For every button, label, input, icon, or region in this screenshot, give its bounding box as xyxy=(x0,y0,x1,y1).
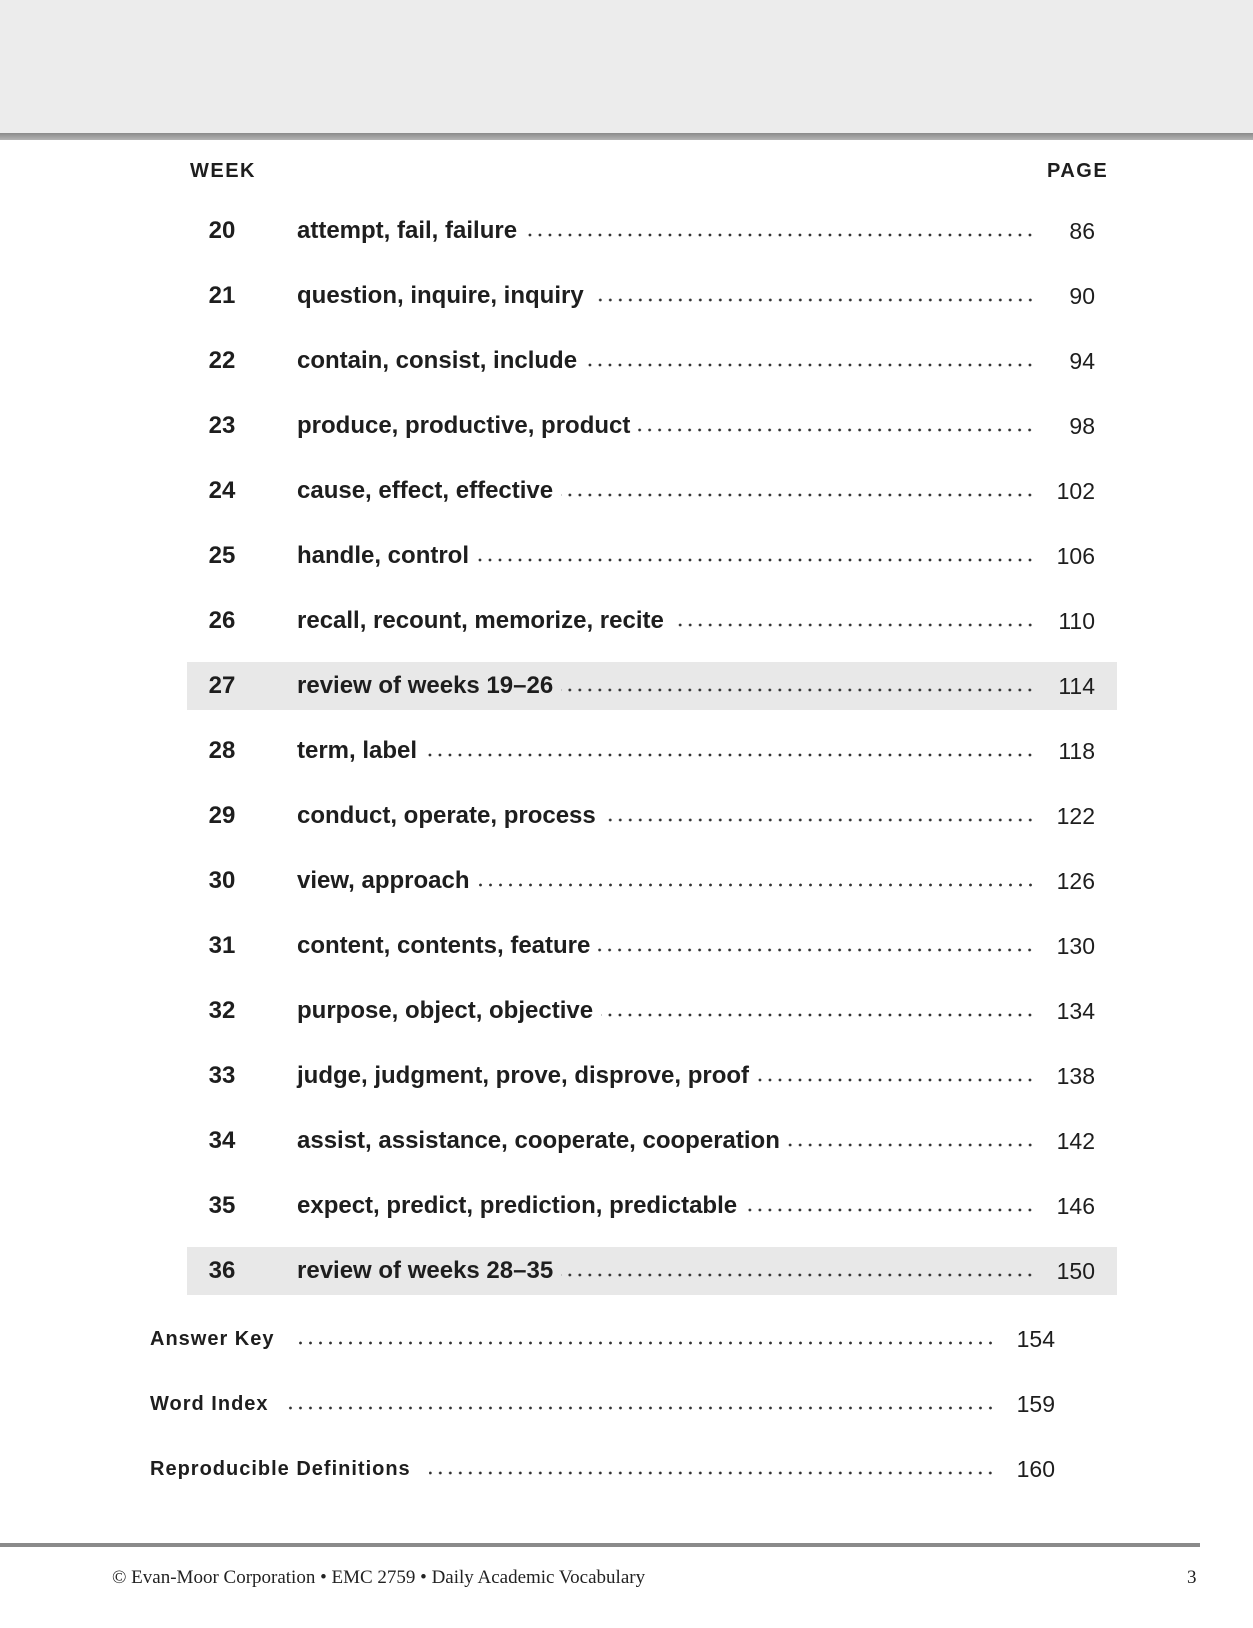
entry-page-number: 102 xyxy=(1056,477,1095,504)
toc-row xyxy=(187,597,1117,645)
back-matter-label: Answer Key xyxy=(150,1327,275,1350)
entry-title: recall, recount, memorize, recite xyxy=(297,607,664,634)
week-number: 28 xyxy=(208,737,236,764)
entry-page-number: 138 xyxy=(1056,1062,1095,1089)
week-number: 26 xyxy=(208,607,236,634)
week-number: 20 xyxy=(208,217,236,244)
toc-entry-body xyxy=(297,792,1117,840)
entry-page-number: 94 xyxy=(1069,347,1095,374)
dot-leader xyxy=(757,1077,1035,1083)
entry-page-number: 118 xyxy=(1058,737,1095,764)
toc-entry-body xyxy=(297,532,1117,580)
week-number: 34 xyxy=(208,1127,236,1154)
entry-page-number: 142 xyxy=(1056,1127,1095,1154)
week-number: 31 xyxy=(208,932,236,959)
toc-entry-body xyxy=(297,402,1117,450)
week-column-header: WEEK xyxy=(190,160,256,182)
back-matter-label: Word Index xyxy=(150,1392,269,1415)
entry-page-number: 126 xyxy=(1056,867,1095,894)
entry-title: conduct, operate, process xyxy=(297,802,596,829)
toc-row xyxy=(187,792,1117,840)
toc-row xyxy=(187,532,1117,580)
dot-leader xyxy=(638,427,1035,433)
toc-entry-body xyxy=(297,662,1117,710)
toc-entry-body xyxy=(297,467,1117,515)
entry-title: purpose, object, objective xyxy=(297,997,594,1024)
toc-row xyxy=(187,1117,1117,1165)
toc-row xyxy=(187,857,1117,905)
toc-row xyxy=(187,337,1117,385)
entry-page-number: 150 xyxy=(1056,1257,1095,1284)
toc-review-row xyxy=(187,1247,1117,1295)
dot-leader xyxy=(604,817,1035,823)
back-matter-row xyxy=(150,1316,1095,1362)
back-matter-label: Reproducible Definitions xyxy=(150,1457,411,1480)
back-matter-page-number: 154 xyxy=(1016,1325,1055,1352)
entry-title: cause, effect, effective xyxy=(297,477,554,504)
entry-title: attempt, fail, failure xyxy=(297,217,518,244)
week-number: 25 xyxy=(208,542,236,569)
entry-title: contain, consist, include xyxy=(297,347,578,374)
toc-entry-body xyxy=(297,922,1117,970)
entry-title: judge, judgment, prove, disprove, proof xyxy=(297,1062,750,1089)
toc-row xyxy=(187,1182,1117,1230)
footer-rule xyxy=(0,1543,1200,1547)
entry-page-number: 86 xyxy=(1069,217,1095,244)
entry-title: review of weeks 19–26 xyxy=(297,672,554,699)
dot-leader xyxy=(561,492,1035,498)
dot-leader xyxy=(478,882,1036,888)
week-number: 27 xyxy=(208,672,236,699)
toc-entry-body xyxy=(297,987,1117,1035)
toc-row xyxy=(187,467,1117,515)
toc-entry-body xyxy=(297,727,1117,775)
entry-page-number: 106 xyxy=(1056,542,1095,569)
week-number: 23 xyxy=(208,412,236,439)
entry-title: handle, control xyxy=(297,542,470,569)
dot-leader xyxy=(429,1470,995,1476)
entry-page-number: 98 xyxy=(1069,412,1095,439)
toc-entry-body xyxy=(297,1247,1117,1295)
dot-leader xyxy=(745,1207,1035,1213)
dot-leader xyxy=(561,1272,1035,1278)
toc-entry-body xyxy=(297,1052,1117,1100)
back-matter-row xyxy=(150,1381,1095,1427)
toc-entry-body xyxy=(297,207,1117,255)
toc-row xyxy=(187,1052,1117,1100)
week-number: 29 xyxy=(208,802,236,829)
dot-leader xyxy=(425,752,1035,758)
entry-title: content, contents, feature xyxy=(297,932,591,959)
toc-entry-body xyxy=(297,272,1117,320)
week-number: 24 xyxy=(208,477,236,504)
week-number: 33 xyxy=(208,1062,236,1089)
entry-page-number: 114 xyxy=(1058,672,1095,699)
week-number: 32 xyxy=(208,997,236,1024)
toc-row xyxy=(187,402,1117,450)
entry-page-number: 122 xyxy=(1056,802,1095,829)
entry-title: expect, predict, prediction, predictable xyxy=(297,1192,738,1219)
entry-page-number: 134 xyxy=(1056,997,1095,1024)
toc-entry-body xyxy=(297,337,1117,385)
entry-title: view, approach xyxy=(297,867,470,894)
toc-review-row xyxy=(187,662,1117,710)
week-number: 36 xyxy=(208,1257,236,1284)
dot-leader xyxy=(598,947,1035,953)
toc-entry-body xyxy=(297,1182,1117,1230)
week-number: 22 xyxy=(208,347,236,374)
dot-leader xyxy=(672,622,1035,628)
dot-leader xyxy=(525,232,1035,238)
back-matter-page-number: 159 xyxy=(1016,1390,1055,1417)
dot-leader xyxy=(477,557,1035,563)
entry-title: question, inquire, inquiry xyxy=(297,282,584,309)
toc-row xyxy=(187,987,1117,1035)
entry-title: term, label xyxy=(297,737,418,764)
entry-page-number: 110 xyxy=(1058,607,1095,634)
entry-page-number: 130 xyxy=(1056,932,1095,959)
back-matter-page-number: 160 xyxy=(1016,1455,1055,1482)
toc-row xyxy=(187,207,1117,255)
page-number: 3 xyxy=(1187,1567,1197,1588)
dot-leader xyxy=(601,1012,1035,1018)
week-number: 21 xyxy=(208,282,236,309)
page-column-header: PAGE xyxy=(1047,160,1109,182)
toc-entry-body xyxy=(297,597,1117,645)
toc-row xyxy=(187,727,1117,775)
toc-row xyxy=(187,272,1117,320)
back-matter-row xyxy=(150,1446,1095,1492)
week-number: 30 xyxy=(208,867,236,894)
dot-leader xyxy=(287,1405,995,1411)
entry-page-number: 146 xyxy=(1056,1192,1095,1219)
dot-leader xyxy=(585,362,1035,368)
dot-leader xyxy=(293,1340,996,1346)
entry-page-number: 90 xyxy=(1069,282,1095,309)
footer-credit: © Evan-Moor Corporation • EMC 2759 • Daily Academic Vocabulary xyxy=(112,1567,646,1588)
dot-leader xyxy=(592,297,1035,303)
toc-row xyxy=(187,922,1117,970)
toc-entry-body xyxy=(297,857,1117,905)
toc-entry-body xyxy=(297,1117,1117,1165)
entry-title: assist, assistance, cooperate, cooperation xyxy=(297,1127,780,1154)
entry-title: produce, productive, product xyxy=(297,412,631,439)
dot-leader xyxy=(561,687,1035,693)
dot-leader xyxy=(788,1142,1035,1148)
week-number: 35 xyxy=(208,1192,236,1219)
entry-title: review of weeks 28–35 xyxy=(297,1257,554,1284)
